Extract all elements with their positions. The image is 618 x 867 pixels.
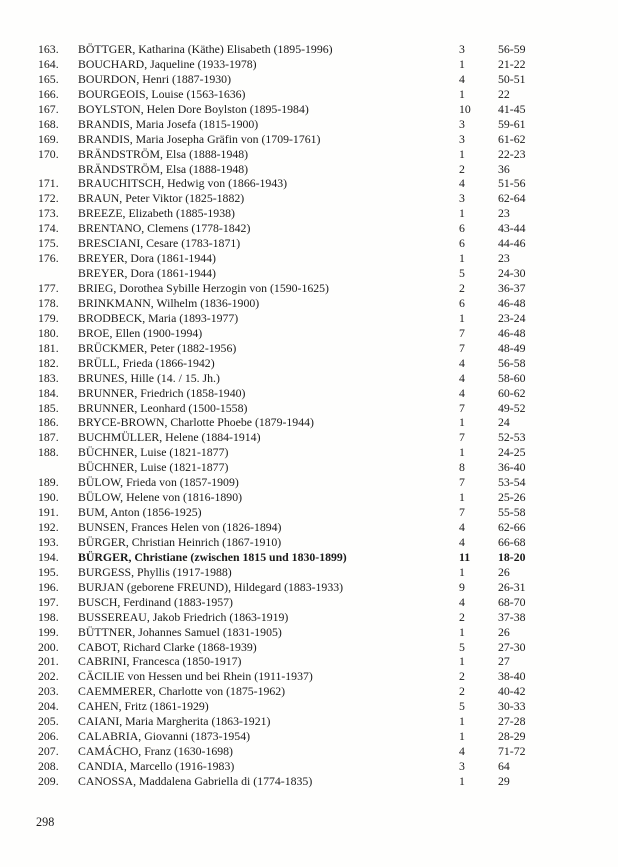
entry-name: BÜCHNER, Luise (1821-1877) xyxy=(78,445,229,460)
entry-name: BOURGEOIS, Louise (1563-1636) xyxy=(78,86,246,101)
entry-pages: 36-40 xyxy=(498,460,526,475)
index-row xyxy=(38,475,600,490)
entry-count: 6 xyxy=(459,236,465,251)
entry-count: 8 xyxy=(459,460,465,475)
entry-name: BREYER, Dora (1861-1944) xyxy=(78,266,216,281)
entry-name: BROE, Ellen (1900-1994) xyxy=(78,325,203,340)
index-row xyxy=(38,550,600,565)
entry-name: CAIANI, Maria Margherita (1863-1921) xyxy=(78,714,271,729)
entry-name: CANDIA, Marcello (1916-1983) xyxy=(78,759,235,773)
index-row xyxy=(38,296,600,311)
index-row xyxy=(38,640,600,655)
entry-name: CAEMMERER, Charlotte von (1875-1962) xyxy=(78,684,286,699)
entry-pages: 27 xyxy=(498,654,510,669)
index-row xyxy=(38,684,600,699)
entry-number: 186. xyxy=(38,415,59,430)
entry-name: BRANDIS, Maria Josefa (1815-1900) xyxy=(78,116,259,131)
entry-count: 4 xyxy=(459,370,465,385)
entry-name: BRÄNDSTRÖM, Elsa (1888-1948) xyxy=(78,161,249,176)
entry-name: BRINKMANN, Wilhelm (1836-1900) xyxy=(78,295,260,310)
entry-count: 4 xyxy=(459,176,465,191)
entry-pages: 68-70 xyxy=(498,594,526,609)
entry-pages: 41-45 xyxy=(498,101,526,116)
entry-number: 164. xyxy=(38,56,59,71)
entry-number: 188. xyxy=(38,445,59,460)
entry-name: BRANDIS, Maria Josepha Gräfin von (1709-1761) xyxy=(78,131,321,146)
entry-pages: 43-44 xyxy=(498,221,526,236)
index-row xyxy=(38,699,600,714)
entry-pages: 36 xyxy=(498,161,510,176)
entry-number: 182. xyxy=(38,355,59,370)
index-row xyxy=(38,176,600,191)
entry-number: 207. xyxy=(38,744,59,759)
entry-number: 184. xyxy=(38,385,59,400)
entry-count: 1 xyxy=(459,445,465,460)
entry-name: BRAUCHITSCH, Hedwig von (1866-1943) xyxy=(78,176,288,191)
entry-name: BUCHMÜLLER, Helene (1884-1914) xyxy=(78,430,261,445)
entry-pages: 38-40 xyxy=(498,669,526,684)
entry-number: 176. xyxy=(38,251,59,266)
entry-count: 2 xyxy=(459,684,465,699)
index-row xyxy=(38,520,600,535)
entry-count: 4 xyxy=(459,385,465,400)
entry-count: 2 xyxy=(459,281,465,295)
entry-pages: 23-24 xyxy=(498,310,526,325)
index-row xyxy=(38,759,600,774)
entry-name: CAHEN, Fritz (1861-1929) xyxy=(78,699,209,714)
entry-name: BRESCIANI, Cesare (1783-1871) xyxy=(78,236,241,251)
entry-pages: 44-46 xyxy=(498,236,526,251)
index-row xyxy=(38,386,600,401)
entry-count: 4 xyxy=(459,534,465,549)
index-row xyxy=(38,266,600,281)
entry-number: 192. xyxy=(38,520,59,534)
entry-number: 175. xyxy=(38,236,59,251)
index-row xyxy=(38,162,600,177)
entry-name: BREEZE, Elizabeth (1885-1938) xyxy=(78,206,235,221)
index-row xyxy=(38,72,600,87)
entry-pages: 22 xyxy=(498,86,510,101)
index-row xyxy=(38,281,600,296)
entry-pages: 64 xyxy=(498,759,510,773)
index-row xyxy=(38,191,600,206)
entry-count: 1 xyxy=(459,729,465,744)
entry-number: 204. xyxy=(38,699,59,714)
footer-page-number: 298 xyxy=(36,815,55,829)
entry-pages: 50-51 xyxy=(498,71,526,86)
entry-name: BREYER, Dora (1861-1944) xyxy=(78,251,216,266)
entry-count: 4 xyxy=(459,744,465,759)
entry-pages: 27-28 xyxy=(498,714,526,729)
entry-count: 4 xyxy=(459,594,465,609)
entry-number: 169. xyxy=(38,131,59,146)
entry-number: 197. xyxy=(38,594,59,609)
index-row xyxy=(38,460,600,475)
entry-name: BRYCE-BROWN, Charlotte Phoebe (1879-1944) xyxy=(78,415,314,430)
entry-number: 193. xyxy=(38,534,59,549)
entry-name: CANOSSA, Maddalena Gabriella di (1774-1835) xyxy=(78,773,313,788)
entry-name: BRÜCKMER, Peter (1882-1956) xyxy=(78,340,237,355)
entry-name: BRUNNER, Friedrich (1858-1940) xyxy=(78,385,246,400)
entry-name: BÖTTGER, Katharina (Käthe) Elisabeth (1895-1996) xyxy=(78,42,333,56)
entry-number: 202. xyxy=(38,669,59,684)
entry-pages: 61-62 xyxy=(498,131,526,146)
entry-name: BRIEG, Dorothea Sybille Herzogin von (1590-1625) xyxy=(78,281,329,295)
entry-pages: 62-66 xyxy=(498,520,526,534)
index-row xyxy=(38,535,600,550)
entry-pages: 26 xyxy=(498,624,510,639)
entry-pages: 58-60 xyxy=(498,370,526,385)
entry-number: 196. xyxy=(38,579,59,594)
entry-pages: 60-62 xyxy=(498,385,526,400)
index-row xyxy=(38,147,600,162)
entry-count: 5 xyxy=(459,266,465,281)
entry-number: 187. xyxy=(38,430,59,445)
entry-count: 3 xyxy=(459,42,465,56)
entry-count: 3 xyxy=(459,191,465,206)
index-row xyxy=(38,401,600,416)
entry-pages: 48-49 xyxy=(498,340,526,355)
entry-pages: 28-29 xyxy=(498,729,526,744)
entry-count: 5 xyxy=(459,639,465,654)
entry-number: 203. xyxy=(38,684,59,699)
entry-pages: 59-61 xyxy=(498,116,526,131)
entry-number: 209. xyxy=(38,773,59,788)
index-row xyxy=(38,311,600,326)
entry-count: 1 xyxy=(459,56,465,71)
entry-count: 3 xyxy=(459,116,465,131)
entry-number: 174. xyxy=(38,221,59,236)
index-row xyxy=(38,580,600,595)
index-row xyxy=(38,341,600,356)
index-row xyxy=(38,326,600,341)
entry-pages: 36-37 xyxy=(498,281,526,295)
entry-name: BUSSEREAU, Jakob Friedrich (1863-1919) xyxy=(78,609,289,624)
entry-pages: 40-42 xyxy=(498,684,526,699)
entry-pages: 49-52 xyxy=(498,400,526,415)
entry-count: 10 xyxy=(459,101,471,116)
entry-name: BRAUN, Peter Viktor (1825-1882) xyxy=(78,191,245,206)
entry-count: 6 xyxy=(459,221,465,236)
entry-count: 1 xyxy=(459,654,465,669)
entry-name: CABRINI, Francesca (1850-1917) xyxy=(78,654,242,669)
entry-name: BOYLSTON, Helen Dore Boylston (1895-1984) xyxy=(78,101,309,116)
entry-number: 190. xyxy=(38,490,59,505)
entry-number: 185. xyxy=(38,400,59,415)
entry-number: 181. xyxy=(38,340,59,355)
entry-name: BRENTANO, Clemens (1778-1842) xyxy=(78,221,251,236)
index-row xyxy=(38,221,600,236)
entry-pages: 52-53 xyxy=(498,430,526,445)
index-row xyxy=(38,714,600,729)
entry-name: BUSCH, Ferdinand (1883-1957) xyxy=(78,594,233,609)
entry-name: BÜLOW, Frieda von (1857-1909) xyxy=(78,475,239,490)
entry-number: 200. xyxy=(38,639,59,654)
entry-pages: 23 xyxy=(498,206,510,221)
index-row xyxy=(38,565,600,580)
entry-pages: 29 xyxy=(498,773,510,788)
entry-pages: 56-59 xyxy=(498,42,526,56)
entry-number: 205. xyxy=(38,714,59,729)
index-row xyxy=(38,430,600,445)
entry-name: CAMÁCHO, Franz (1630-1698) xyxy=(78,744,233,759)
entry-name: BUNSEN, Frances Helen von (1826-1894) xyxy=(78,520,282,534)
entry-count: 2 xyxy=(459,609,465,624)
entry-number: 166. xyxy=(38,86,59,101)
entry-pages: 56-58 xyxy=(498,355,526,370)
entry-count: 4 xyxy=(459,355,465,370)
entry-pages: 26-31 xyxy=(498,579,526,594)
index-row xyxy=(38,774,600,789)
entry-pages: 46-48 xyxy=(498,325,526,340)
entry-name: BRUNNER, Leonhard (1500-1558) xyxy=(78,400,248,415)
entry-count: 2 xyxy=(459,669,465,684)
entry-count: 1 xyxy=(459,415,465,430)
entry-name: BRUNES, Hille (14. / 15. Jh.) xyxy=(78,370,220,385)
index-row xyxy=(38,595,600,610)
index-row xyxy=(38,356,600,371)
entry-count: 2 xyxy=(459,161,465,176)
entry-name: BRÜLL, Frieda (1866-1942) xyxy=(78,355,215,370)
entry-name: BÜTTNER, Johannes Samuel (1831-1905) xyxy=(78,624,282,639)
index-row xyxy=(38,371,600,386)
index-row xyxy=(38,87,600,102)
entry-number: 206. xyxy=(38,729,59,744)
entry-number: 170. xyxy=(38,146,59,161)
entry-pages: 37-38 xyxy=(498,609,526,624)
entry-count: 7 xyxy=(459,475,465,490)
entry-pages: 22-23 xyxy=(498,146,526,161)
entry-number: 189. xyxy=(38,475,59,490)
index-row xyxy=(38,57,600,72)
entry-number: 183. xyxy=(38,370,59,385)
entry-pages: 46-48 xyxy=(498,295,526,310)
entry-pages: 55-58 xyxy=(498,505,526,520)
entry-number: 199. xyxy=(38,624,59,639)
entry-count: 7 xyxy=(459,340,465,355)
entry-count: 7 xyxy=(459,400,465,415)
entry-count: 1 xyxy=(459,86,465,101)
entry-number: 168. xyxy=(38,116,59,131)
entry-pages: 71-72 xyxy=(498,744,526,759)
entry-pages: 62-64 xyxy=(498,191,526,206)
entry-count: 9 xyxy=(459,579,465,594)
entry-pages: 30-33 xyxy=(498,699,526,714)
index-row xyxy=(38,415,600,430)
entry-name: BÜCHNER, Luise (1821-1877) xyxy=(78,460,229,475)
entry-count: 7 xyxy=(459,505,465,520)
entry-number: 173. xyxy=(38,206,59,221)
entry-count: 7 xyxy=(459,325,465,340)
entry-name: CABOT, Richard Clarke (1868-1939) xyxy=(78,639,257,654)
entry-count: 4 xyxy=(459,520,465,534)
entry-count: 1 xyxy=(459,146,465,161)
entry-number: 172. xyxy=(38,191,59,206)
entry-pages: 26 xyxy=(498,564,510,579)
entry-name: BÜRGER, Christiane (zwischen 1815 und 1830-1899) xyxy=(78,549,347,564)
index-row xyxy=(38,251,600,266)
entry-pages: 27-30 xyxy=(498,639,526,654)
entry-name: CÄCILIE von Hessen und bei Rhein (1911-1937) xyxy=(78,669,313,684)
entry-pages: 21-22 xyxy=(498,56,526,71)
index-row xyxy=(38,132,600,147)
entry-number: 195. xyxy=(38,564,59,579)
entry-count: 3 xyxy=(459,759,465,773)
entry-pages: 24-25 xyxy=(498,445,526,460)
entry-name: BRODBECK, Maria (1893-1977) xyxy=(78,310,239,325)
index-row xyxy=(38,117,600,132)
index-row xyxy=(38,654,600,669)
entry-number: 201. xyxy=(38,654,59,669)
entry-number: 191. xyxy=(38,505,59,520)
entry-pages: 23 xyxy=(498,251,510,266)
entry-pages: 18-20 xyxy=(498,549,526,564)
entry-number: 167. xyxy=(38,101,59,116)
index-row xyxy=(38,445,600,460)
entry-name: BÜLOW, Helene von (1816-1890) xyxy=(78,490,243,505)
entry-count: 6 xyxy=(459,295,465,310)
entry-number: 198. xyxy=(38,609,59,624)
entry-count: 7 xyxy=(459,430,465,445)
entry-count: 1 xyxy=(459,490,465,505)
index-row xyxy=(38,669,600,684)
entry-name: BOUCHARD, Jaqueline (1933-1978) xyxy=(78,56,257,71)
entry-count: 5 xyxy=(459,699,465,714)
entry-number: 171. xyxy=(38,176,59,191)
entry-count: 11 xyxy=(459,549,471,564)
entry-pages: 66-68 xyxy=(498,534,526,549)
index-row xyxy=(38,206,600,221)
entry-number: 194. xyxy=(38,549,59,564)
entry-name: BURJAN (geborene FREUND), Hildegard (1883-1933) xyxy=(78,579,344,594)
index-row xyxy=(38,729,600,744)
entry-number: 165. xyxy=(38,71,59,86)
entry-name: BUM, Anton (1856-1925) xyxy=(78,505,202,520)
entry-number: 180. xyxy=(38,325,59,340)
entry-count: 1 xyxy=(459,564,465,579)
entry-count: 1 xyxy=(459,773,465,788)
entry-number: 163. xyxy=(38,42,59,56)
index-row xyxy=(38,102,600,117)
entry-pages: 53-54 xyxy=(498,475,526,490)
index-row xyxy=(38,505,600,520)
entry-count: 1 xyxy=(459,714,465,729)
index-row xyxy=(38,625,600,640)
entry-count: 1 xyxy=(459,206,465,221)
entry-count: 4 xyxy=(459,71,465,86)
index-row xyxy=(38,490,600,505)
entry-pages: 24 xyxy=(498,415,510,430)
entry-number: 208. xyxy=(38,759,59,773)
index-row xyxy=(38,42,600,57)
entry-pages: 24-30 xyxy=(498,266,526,281)
entry-number: 178. xyxy=(38,295,59,310)
entry-name: BRÄNDSTRÖM, Elsa (1888-1948) xyxy=(78,146,249,161)
entry-name: BÜRGER, Christian Heinrich (1867-1910) xyxy=(78,534,282,549)
entry-name: BURGESS, Phyllis (1917-1988) xyxy=(78,564,232,579)
entry-count: 1 xyxy=(459,624,465,639)
entry-name: BOURDON, Henri (1887-1930) xyxy=(78,71,232,86)
entry-pages: 51-56 xyxy=(498,176,526,191)
index-row xyxy=(38,610,600,625)
entry-name: CALABRIA, Giovanni (1873-1954) xyxy=(78,729,251,744)
entry-number: 179. xyxy=(38,310,59,325)
index-row xyxy=(38,236,600,251)
entry-count: 3 xyxy=(459,131,465,146)
name-index-list xyxy=(38,42,600,789)
entry-number: 177. xyxy=(38,281,59,295)
index-row xyxy=(38,744,600,759)
entry-pages: 25-26 xyxy=(498,490,526,505)
entry-count: 1 xyxy=(459,251,465,266)
entry-count: 1 xyxy=(459,310,465,325)
